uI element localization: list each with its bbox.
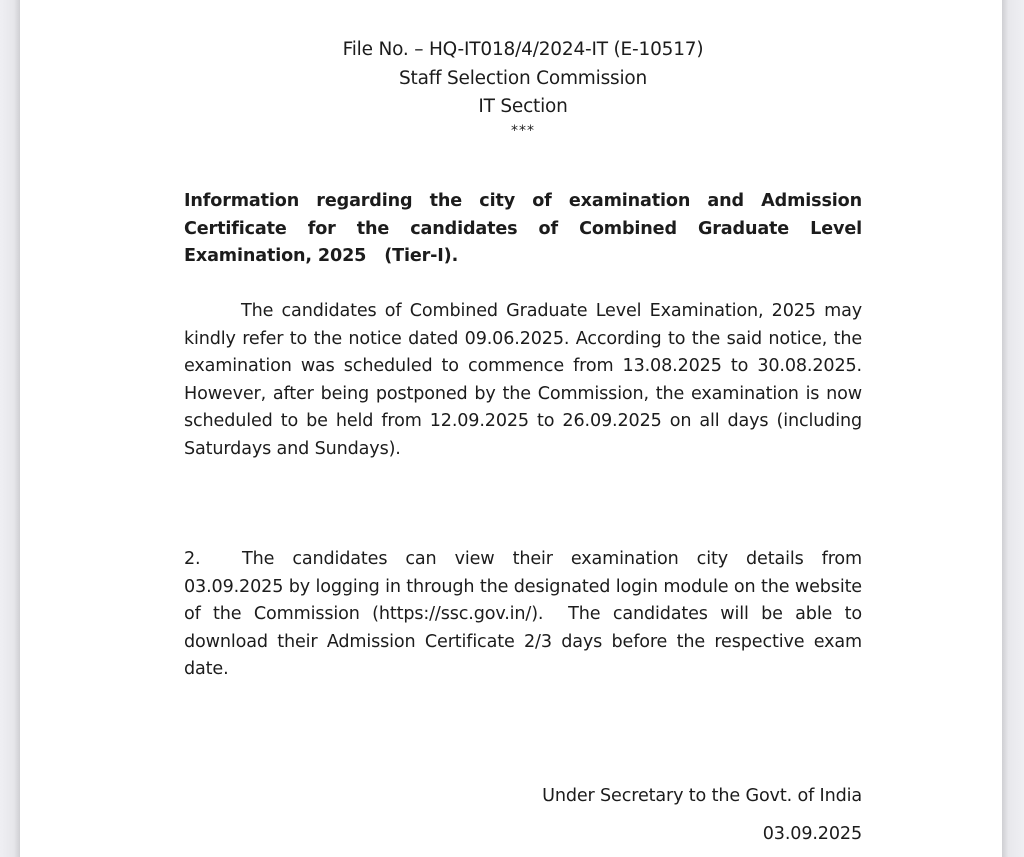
paragraph-2-text: The candidates can view their examination city details from 03.09.2025 by logging in through the designated login module on the website of the Commission (https://ssc.gov.in/). The candidates will be able to download their Admission Certificate 2/3 days before the respective exam date. [184, 549, 868, 680]
paragraph-1-text: The candidates of Combined Graduate Level Examination, 2025 may kindly refer to the notice dated 09.06.2025. According to the said notice, the examination was scheduled to commence from 13.08.2025 to 30.08.2025. However, after being postponed by the Commission, the examination is now scheduled to be held from 12.09.2025 to 26.09.2025 on all days (including Saturdays and Sundays). [184, 301, 862, 459]
right-viewer-margin [1002, 0, 1024, 857]
document-page [20, 0, 1002, 857]
signatory-designation: Under Secretary to the Govt. of India [542, 786, 862, 806]
signature-date: 03.09.2025 [762, 824, 862, 844]
paragraph-1 [184, 298, 862, 464]
organization-name: Staff Selection Commission [398, 67, 648, 89]
paragraph-2 [184, 546, 868, 684]
document-header [0, 36, 1024, 140]
paragraph-number: 2. [184, 549, 201, 569]
section-name: IT Section [478, 96, 568, 117]
separator-stars: *** [511, 122, 535, 139]
notice-title: Information regarding the city of examination and Admission Certificate for the candidates of Combined Graduate Level Examination, 2025 (Tier-I). [184, 191, 868, 267]
file-number: File No. – HQ-IT018/4/2024-IT (E-10517) [342, 39, 704, 60]
